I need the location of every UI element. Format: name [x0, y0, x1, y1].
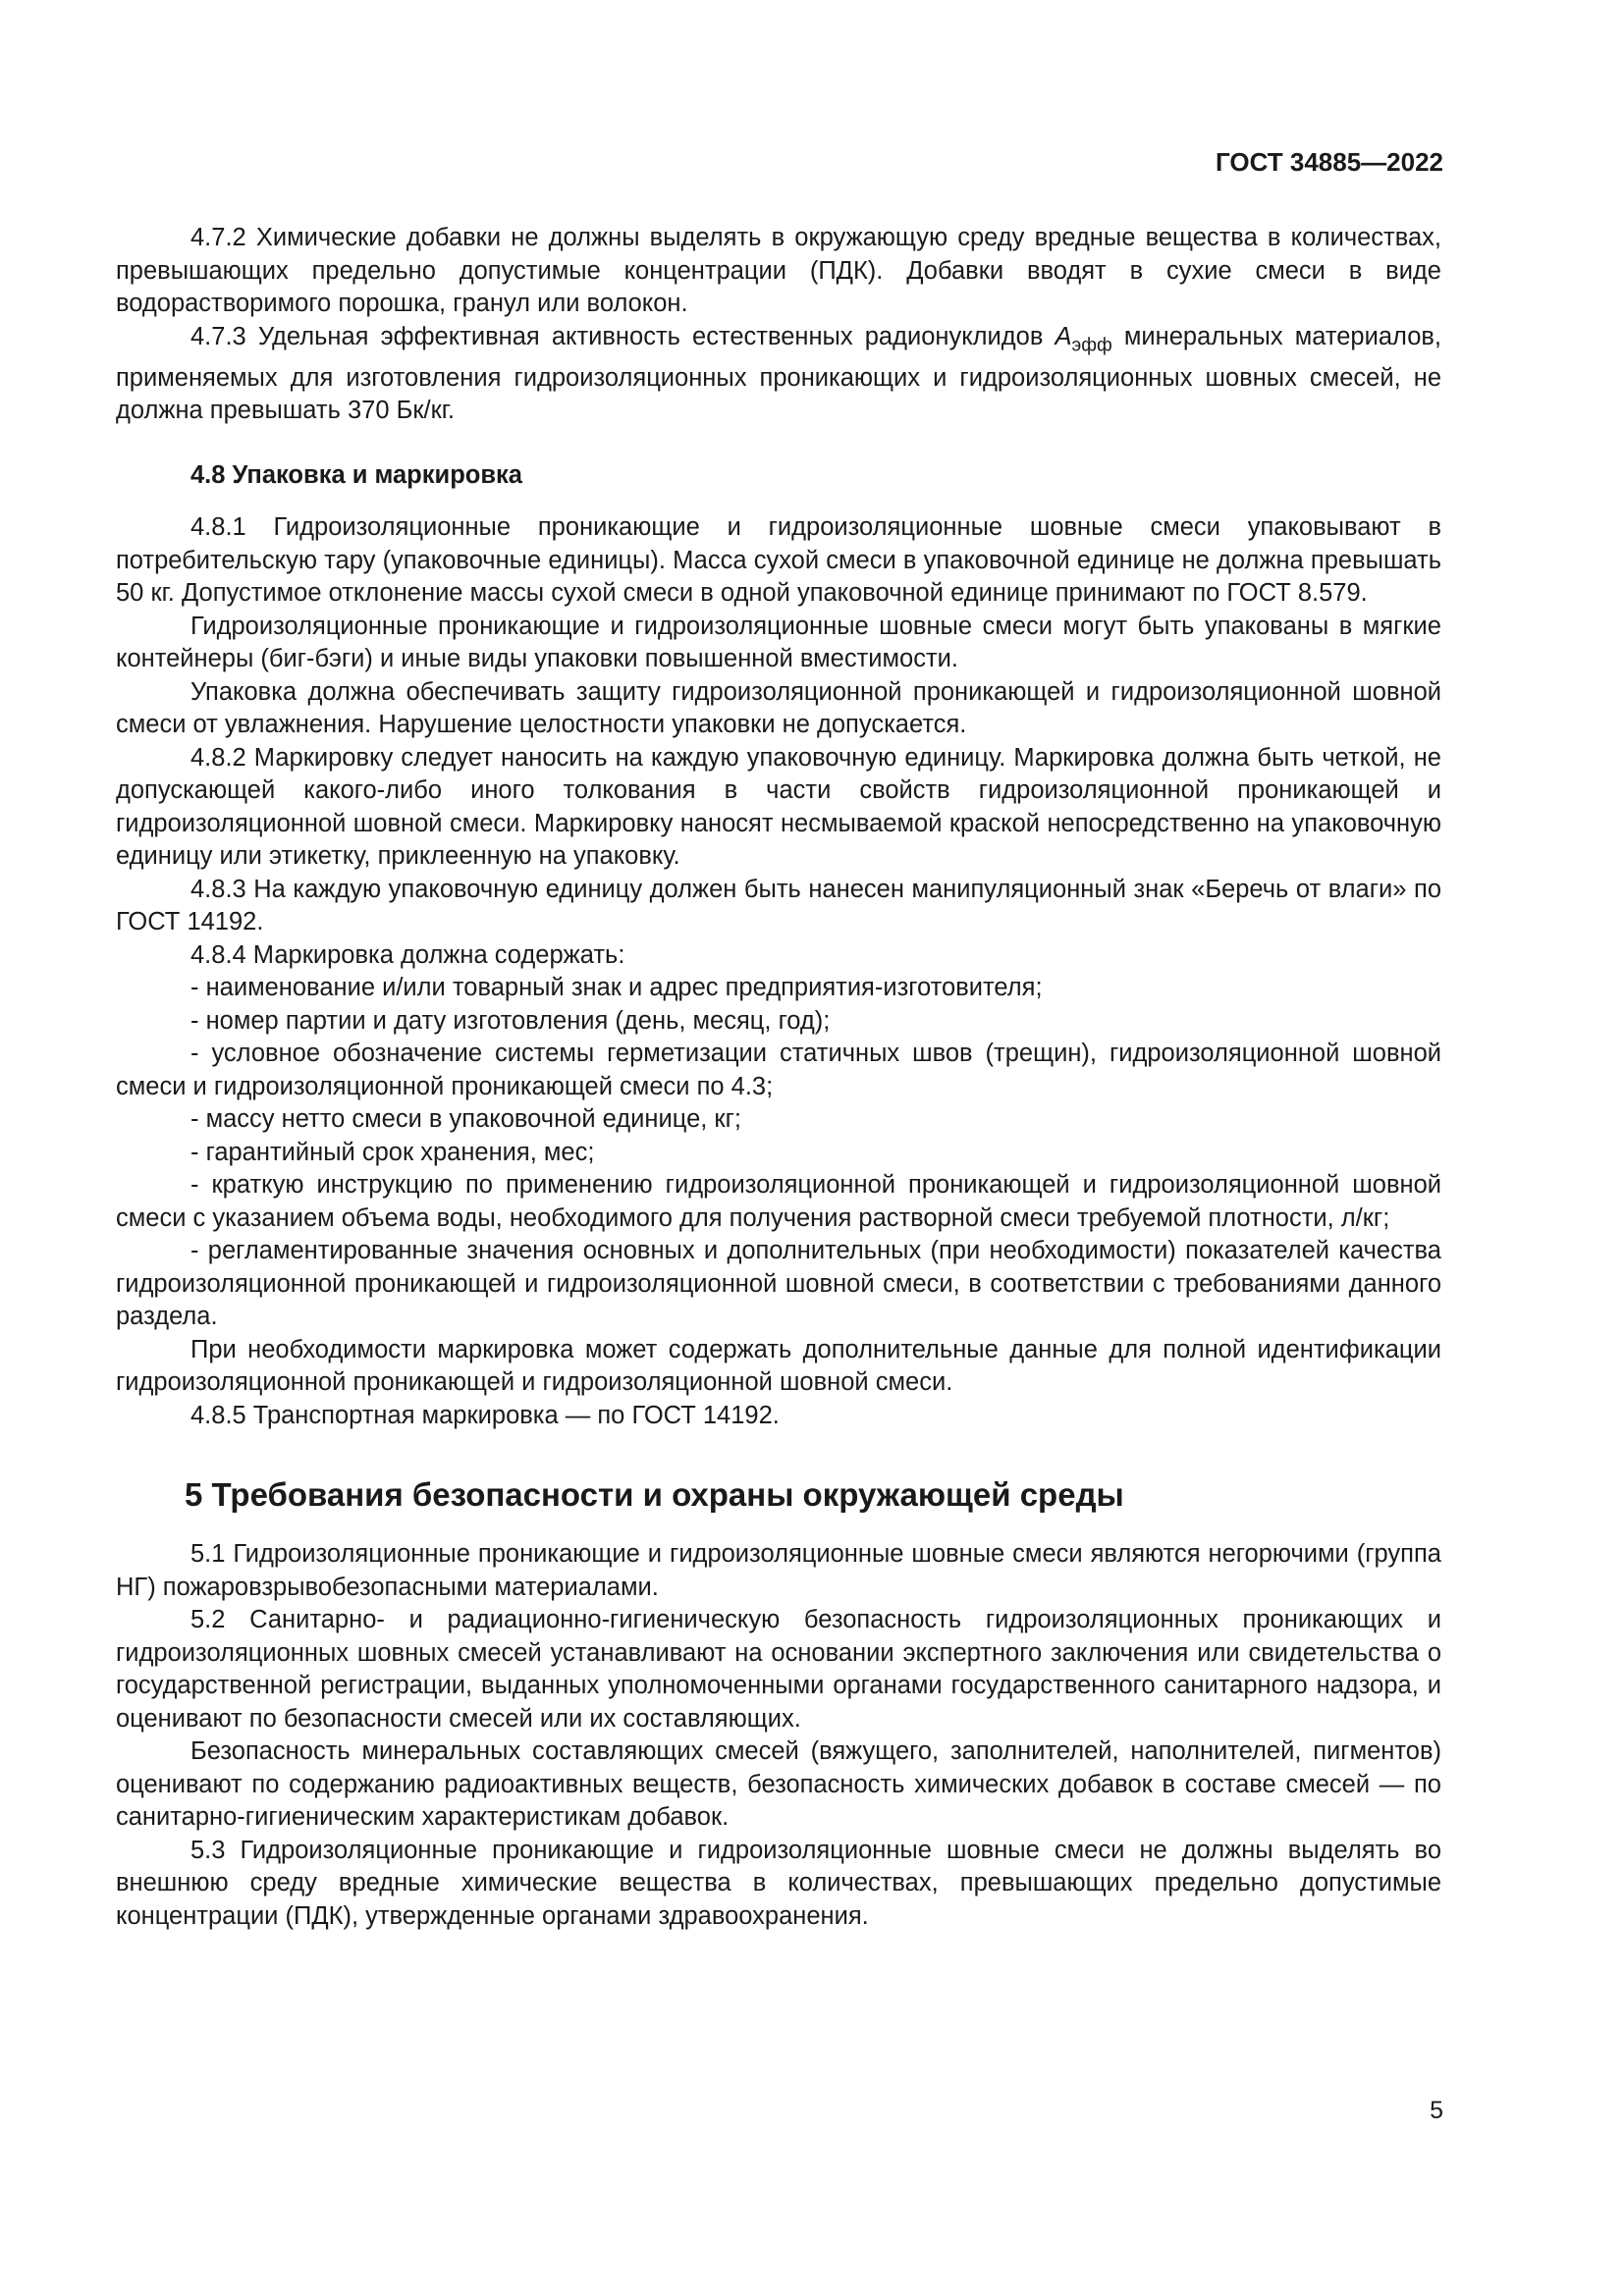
- paragraph: 5.3 Гидроизоляционные проникающие и гидроизоляционные шовные смеси не должны выделять во внешнюю среду вредные химические вещества в количествах, превышающих предельно допустимые концентрации (ПДК), утвержденные органами здравоохранения.: [116, 1836, 1441, 1930]
- list-item: - массу нетто смеси в упаковочной единице, кг;: [190, 1105, 741, 1134]
- paragraph: 5.2 Санитарно- и радиационно-гигиеническую безопасность гидроизоляционных проникающих и гидроизоляционных шовных смесей устанавливают на основании экспертного заключения или свидетельства о государственной регистрации, выданных уполномоченными органами государственного санитарного надзора, и оценивают по безопасности смесей или их составляющих.: [116, 1606, 1441, 1733]
- paragraph: 5.1 Гидроизоляционные проникающие и гидроизоляционные шовные смеси являются негорючими (группа НГ) пожаровзрывобезопасными материалами.: [116, 1540, 1441, 1601]
- paragraph: Упаковка должна обеспечивать защиту гидроизоляционной проникающей и гидроизоляционной шовной смеси от увлажнения. Нарушение целостности упаковки не допускается.: [116, 677, 1441, 739]
- paragraph-4-7-2: 4.7.2 Химические добавки не должны выделять в окружающую среду вредные вещества в количествах, превышающих предельно допустимые концентрации (ПДК). Добавки вводят в сухие смеси в виде водорастворимого порошка, гранул или волокон.: [116, 224, 1441, 317]
- list-item: - краткую инструкцию по применению гидроизоляционной проникающей и гидроизоляционной шовной смеси с указанием объема воды, необходимого для получения растворной смеси требуемой плотности, л/кг;: [116, 1171, 1441, 1232]
- activity-subscript: эфф: [1071, 335, 1112, 356]
- list-item: - регламентированные значения основных и дополнительных (при необходимости) показателей качества гидроизоляционной проникающей и гидроизоляционной шовной смеси, в соответствии с требованиями данного раздела.: [116, 1237, 1441, 1331]
- page-number: 5: [1430, 2097, 1443, 2124]
- list-item: - условное обозначение системы герметизации статичных швов (трещин), гидроизоляционной шовной смеси и гидроизоляционной проникающей смеси по 4.3;: [116, 1040, 1441, 1100]
- document-body: [116, 222, 1441, 1933]
- paragraph: 4.8.5 Транспортная маркировка — по ГОСТ 14192.: [190, 1401, 780, 1429]
- paragraph: Безопасность минеральных составляющих смесей (вяжущего, заполнителей, наполнителей, пигментов) оценивают по содержанию радиоактивных веществ, безопасность химических добавок в составе смесей — по санитарно-гигиеническим характеристикам добавок.: [116, 1737, 1441, 1832]
- paragraph: 4.8.1 Гидроизоляционные проникающие и гидроизоляционные шовные смеси упаковывают в потребительскую тару (упаковочные единицы). Масса сухой смеси в упаковочной единице не должна превышать 50 кг. Допустимое отклонение массы сухой смеси в одной упаковочной единице принимают по ГОСТ 8.579.: [116, 513, 1441, 608]
- list-item: - гарантийный срок хранения, мес;: [190, 1138, 595, 1166]
- section-heading-5: 5 Требования безопасности и охраны окружающей среды: [185, 1476, 1124, 1514]
- document-code-header: ГОСТ 34885—2022: [1216, 147, 1443, 177]
- subsection-heading-4-8: 4.8 Упаковка и маркировка: [190, 460, 522, 489]
- paragraph-4-7-3: 4.7.3 Удельная эффективная активность естественных радионуклидов $A_{эфф}$ минеральных материалов, применяемых для изготовления гидроизоляционных проникающих и гидроизоляционных шовных смесей, не должна превышать 370 Бк/кг.: [116, 322, 1442, 425]
- paragraph: 4.8.2 Маркировку следует наносить на каждую упаковочную единицу. Маркировка должна быть четкой, не допускающей какого-либо иного толкования в части свойств гидроизоляционной проникающей и гидроизоляционной шовной смеси. Маркировку наносят несмываемой краской непосредственно на упаковочную единицу или этикетку, приклеенную на упаковку.: [116, 743, 1441, 871]
- paragraph: При необходимости маркировка может содержать дополнительные данные для полной идентификации гидроизоляционной проникающей и гидроизоляционной шовной смеси.: [116, 1335, 1441, 1397]
- paragraph: Гидроизоляционные проникающие и гидроизоляционные шовные смеси могут быть упакованы в мягкие контейнеры (биг-бэги) и иные виды упаковки повышенной вместимости.: [116, 612, 1441, 673]
- paragraph: 4.8.3 На каждую упаковочную единицу должен быть нанесен манипуляционный знак «Беречь от влаги» по ГОСТ 14192.: [116, 875, 1441, 936]
- list-item: - номер партии и дату изготовления (день, месяц, год);: [190, 1006, 831, 1035]
- activity-symbol: A: [1055, 322, 1072, 350]
- list-item: - наименование и/или товарный знак и адрес предприятия-изготовителя;: [190, 974, 1043, 1002]
- paragraph: 4.8.4 Маркировка должна содержать:: [190, 940, 625, 969]
